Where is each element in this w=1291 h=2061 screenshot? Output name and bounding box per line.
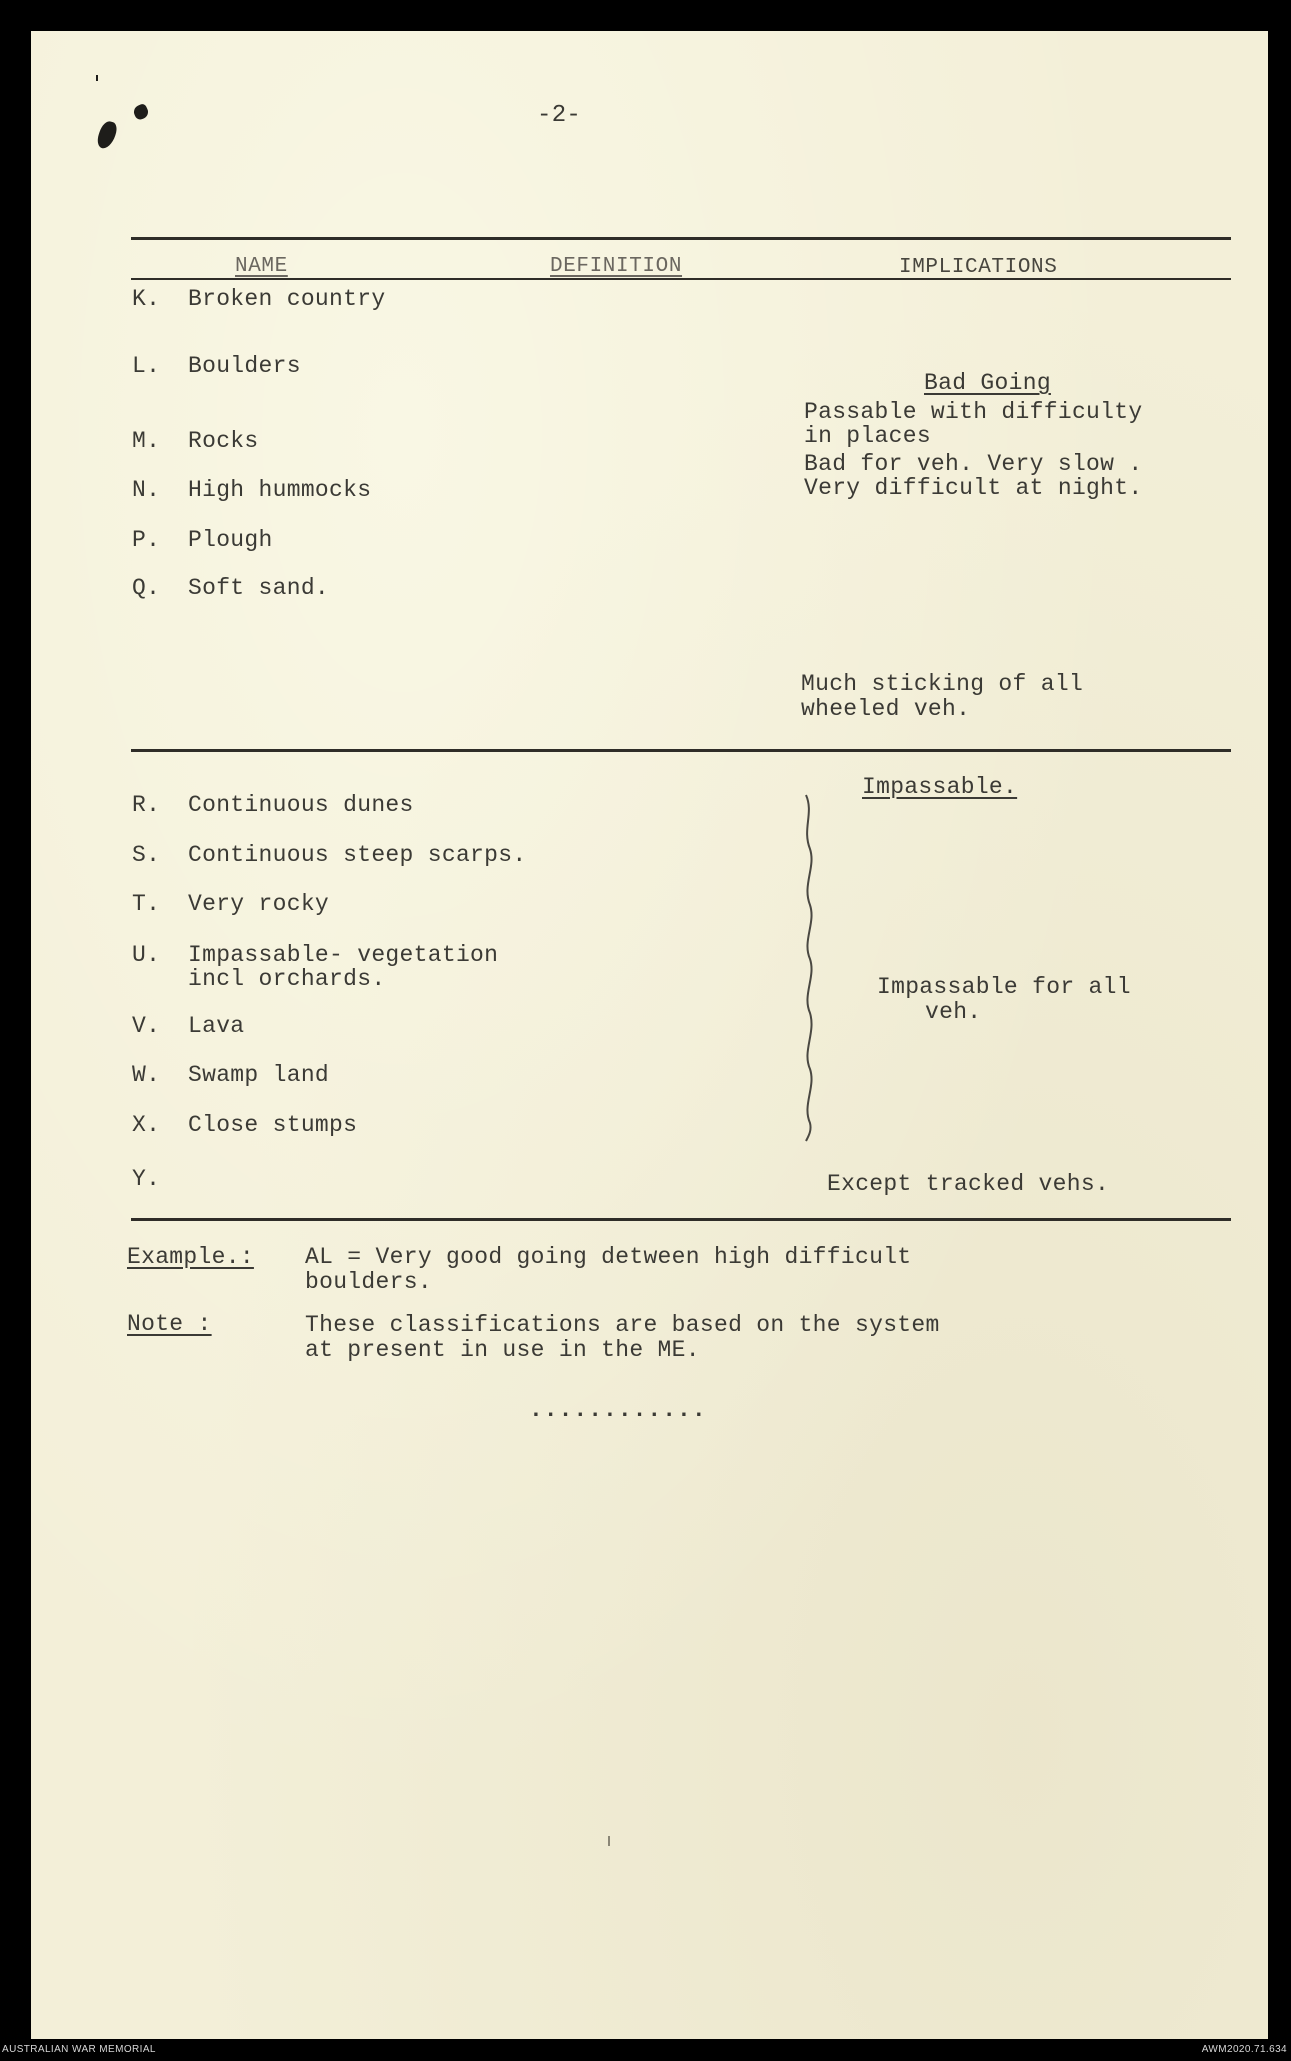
row-name: Very rocky [188,891,330,917]
brace-mark [798,793,828,1143]
row-letter: K. [132,286,161,312]
row-name: Boulders [188,353,301,379]
row-letter: L. [132,353,161,379]
row-name: Impassable- vegetation [188,942,499,968]
row-name: Close stumps [188,1112,358,1138]
row-name: Lava [188,1013,245,1039]
implication-text: in places [804,423,931,449]
row-letter: P. [132,527,161,553]
section-rule [131,749,1231,752]
implication-text: Much sticking of all [801,671,1084,697]
header-implications: IMPLICATIONS [899,256,1058,279]
row-name: Broken country [188,286,386,312]
header-rule [131,278,1231,280]
example-text: boulders. [305,1269,432,1295]
row-name: Plough [188,527,273,553]
implication-text: Except tracked vehs. [827,1171,1110,1197]
footer-accession-number: AWM2020.71.634 [1201,2044,1287,2055]
implication-text: Impassable for all [877,974,1131,1000]
ink-blot [96,75,98,81]
implication-text: wheeled veh. [801,696,971,722]
example-text: AL = Very good going detween high difficult [305,1244,912,1270]
row-letter: V. [132,1013,161,1039]
row-name: Continuous dunes [188,792,414,818]
document-page [31,31,1268,2039]
implication-text: Bad for veh. Very slow . [804,451,1143,477]
row-name: Continuous steep scarps. [188,842,527,868]
row-letter: N. [132,477,161,503]
row-letter: M. [132,428,161,454]
row-name: High hummocks [188,477,372,503]
row-letter: W. [132,1062,161,1088]
bottom-rule [131,1218,1231,1221]
page-number: -2- [537,102,582,129]
row-letter: Y. [132,1166,161,1192]
bad-going-heading: Bad Going [924,370,1051,396]
header-name: NAME [235,255,288,278]
header-definition: DEFINITION [550,255,683,278]
row-name-continued: incl orchards. [188,966,386,992]
row-letter: S. [132,842,161,868]
example-label: Example.: [127,1244,254,1270]
note-text: at present in use in the ME. [305,1337,700,1363]
row-letter: Q. [132,575,161,601]
implication-text: veh. [925,999,982,1025]
paper-mark [608,1836,610,1846]
implication-text: Very difficult at night. [804,475,1143,501]
implication-text: Passable with difficulty [804,399,1143,425]
top-rule [131,237,1231,240]
row-letter: R. [132,792,161,818]
note-text: These classifications are based on the system [305,1312,940,1338]
impassable-heading: Impassable. [862,774,1018,800]
row-letter: U. [132,942,161,968]
row-name: Soft sand. [188,575,330,601]
footer-institution: AUSTRALIAN WAR MEMORIAL [2,2044,156,2055]
row-letter: X. [132,1112,161,1138]
ink-blot [132,103,151,122]
end-mark: ............ [529,1397,707,1423]
row-name: Swamp land [188,1062,330,1088]
row-letter: T. [132,891,161,917]
note-label: Note : [127,1311,212,1337]
ink-blot [95,119,119,151]
row-name: Rocks [188,428,259,454]
